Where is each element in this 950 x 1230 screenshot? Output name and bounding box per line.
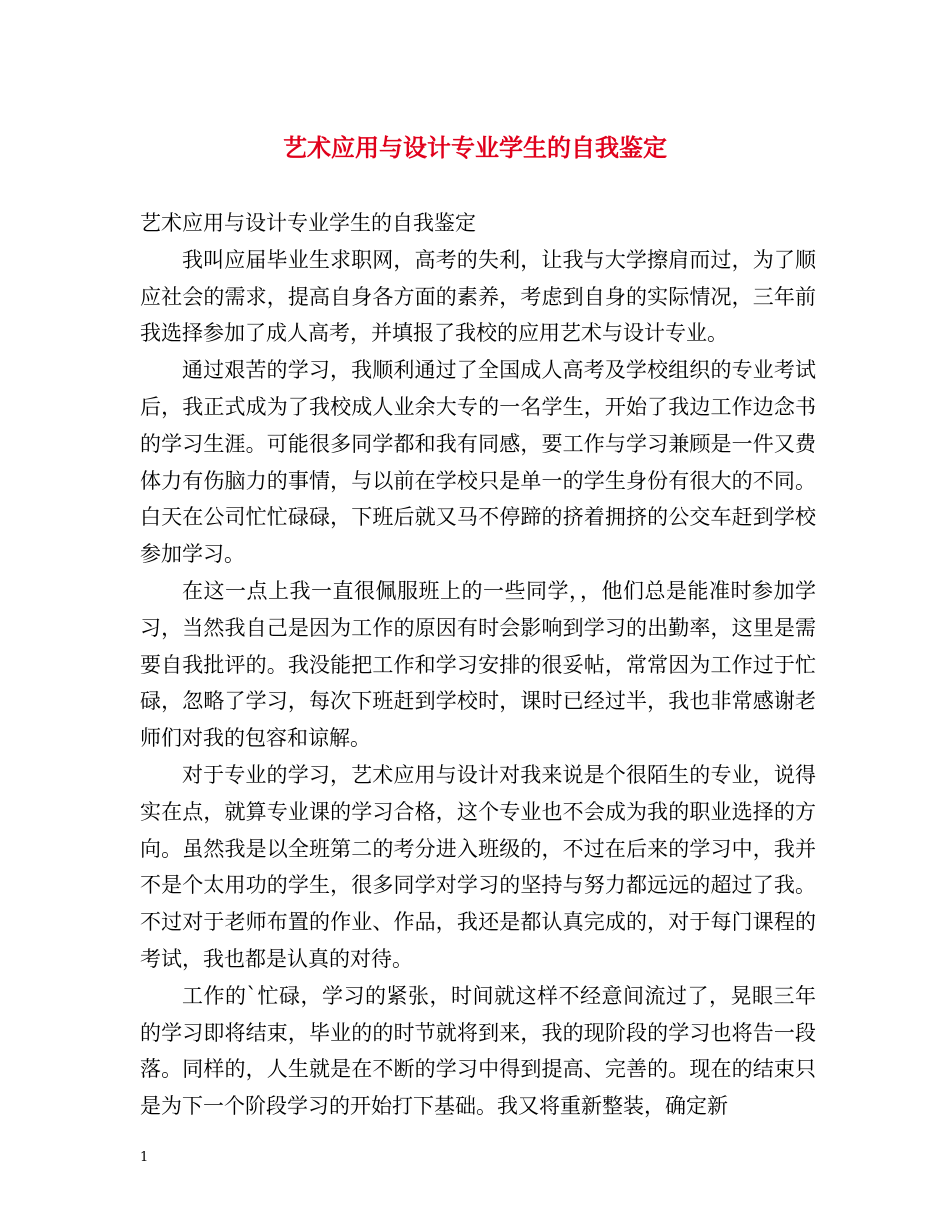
paragraph-4: 对于专业的学习，艺术应用与设计对我来说是个很陌生的专业，说得实在点，就算专业课的学习合格，这个专业也不会成为我的职业选择的方向。虽然我是以全班第二的考分进入班级的，不过在后来的学习中，我并不是个太用功的学生，很多同学对学习的坚持与努力都远远的超过了我。不过对于老师布置的作业、作品，我还是都认真完成的，对于每门课程的考试，我也都是认真的对待。 (140, 762, 816, 971)
paragraph-5: 工作的`忙碌，学习的紧张，时间就这样不经意间流过了，晃眼三年的学习即将结束，毕业的的时节就将到来，我的现阶段的学习也将告一段落。同样的，人生就是在不断的学习中得到提高、完善的。现在的结束只是为下一个阶段学习的开始打下基础。我又将重新整装，确定新 (140, 983, 816, 1119)
paragraph-1: 我叫应届毕业生求职网，高考的失利，让我与大学擦肩而过，为了顺应社会的需求，提高自身各方面的素养，考虑到自身的实际情况，三年前我选择参加了成人高考，并填报了我校的应用艺术与设计专业。 (140, 247, 816, 346)
paragraph-2: 通过艰苦的学习，我顺利通过了全国成人高考及学校组织的专业考试后，我正式成为了我校成人业余大专的一名学生，开始了我边工作边念书的学习生涯。可能很多同学都和我有同感，要工作与学习兼顾是一件又费体力有伤脑力的事情，与以前在学校只是单一的学生身份有很大的不同。白天在公司忙忙碌碌，下班后就又马不停蹄的挤着拥挤的公交车赶到学校参加学习。 (140, 358, 816, 567)
page-number: 1 (140, 1150, 149, 1165)
paragraph-3: 在这一点上我一直很佩服班上的一些同学，，他们总是能准时参加学习，当然我自己是因为工作的原因有时会影响到学习的出勤率，这里是需要自我批评的。我没能把工作和学习安排的很妥帖，常常因为工作过于忙碌，忽略了学习，每次下班赶到学校时，课时已经过半，我也非常感谢老师们对我的包容和谅解。 (140, 578, 816, 751)
document-body (140, 205, 816, 1125)
document-subtitle: 艺术应用与设计专业学生的自我鉴定 (140, 211, 476, 235)
document-title: 艺术应用与设计专业学生的自我鉴定 (283, 133, 667, 162)
